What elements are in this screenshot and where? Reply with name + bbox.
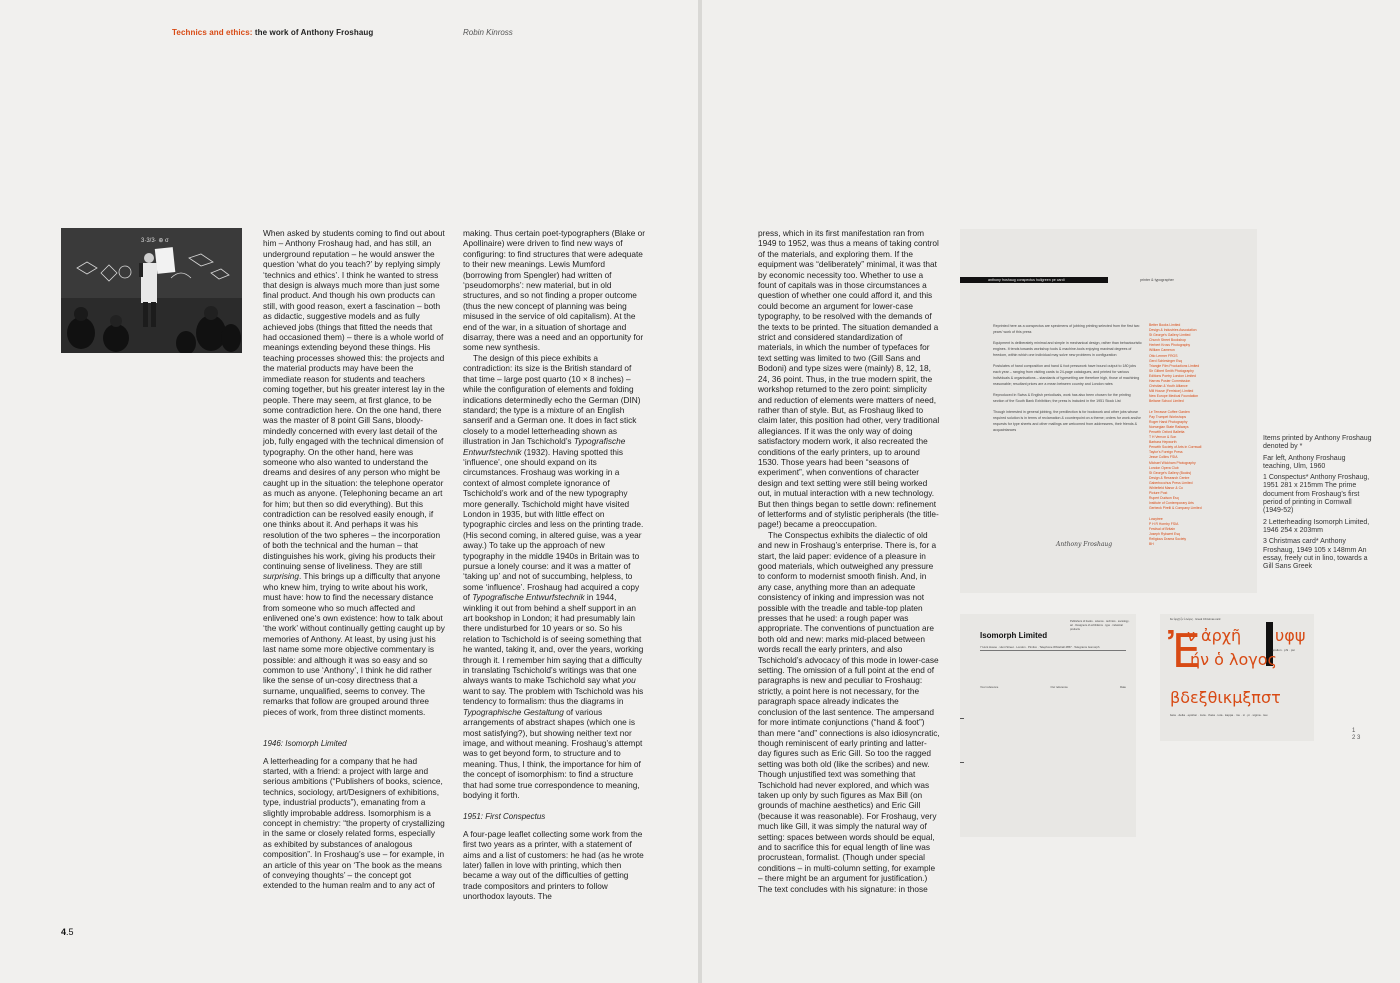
col2-para2-em1: Typografische Entwurfstechnik — [463, 436, 626, 457]
client-list-item: Gerbeck Pirelli & Company Limited — [1149, 506, 1202, 511]
isomorph-letterheading-plate — [960, 614, 1136, 837]
client-list-item: Michael Wickham Photography — [1149, 460, 1196, 465]
client-list-item: William Cameron — [1149, 348, 1175, 353]
client-list-item: Church Street Bookshop — [1149, 338, 1186, 343]
client-list-item: T H Vernon & Son — [1149, 435, 1177, 440]
client-list-item: Institute of Contemporary Arts — [1149, 501, 1194, 506]
card-side-text: upsilon · phi · psi — [1272, 648, 1295, 652]
conspectus-para5: Though interested in general jobbing, the predilection is for bookwork and other jobs whose required solution is in terms of reclamation & counterpoint on a theme; orders for work and/or requests for type sheets and other mailings are welcomed from addressees, their friends & acquaintances — [993, 410, 1141, 432]
col2-para3: A four-page leaflet collecting some work from the first two years as a printer, with a statement of aims and a list of customers: he had (as he wrote later) fallen in love with printing, which then became a way out of the difficulties of getting trade compositors and printers to follow unorthodox layouts. The — [463, 828, 644, 902]
col2-para2-em3: you — [622, 675, 636, 686]
isomorph-title: Isomorph Limited — [980, 631, 1048, 640]
col1-para1-emphasis: surprising — [263, 571, 299, 582]
caption-item-1: 1 Conspectus* Anthony Froshaug, 1951 281 x 215mm The prime document from Froshaug’s first period of printing in Cornwall (1949-52) — [1263, 474, 1370, 515]
conspectus-para4: Reproduced in Swiss & English periodicals, work has also been chosen for the printing section of the South Bank Exhibition; the press is included in the 1951 Stock List — [993, 393, 1131, 403]
running-head-title: the work of Anthony Froshaug — [252, 28, 374, 37]
client-list-item: Lowytree — [1149, 516, 1163, 521]
client-list-item: Festival of Britain — [1149, 526, 1176, 531]
conspectus-bar-text: anthony froshaug conspectus hullgreen pe cardi — [988, 278, 1065, 282]
left-page — [0, 0, 698, 983]
figure-caption — [1263, 435, 1373, 574]
col3-para2: The Conspectus exhibits the dialectic of old and new in Froshaug’s enterprise. There is, for a start, the laid paper: evidence of a pleasure in good materials, which outweighed any pressure to conform to modernist smooth finish. And, in any case, anything more than an adequate consistency of inking and impression was not possible with the treadle and table-top platen presses that he used: a rough paper was appropriate. The conventions of punctuation are both old and new: marks mid-placed between words recall the early printers, and also Tschichold’s advocacy of this mode in lower-case setting. The omission of a full point at the end of paragraphs is new and peculiar to Froshaug: strictly, a point here is not necessary, for the paragraph space already indicates the conclusion of the last sentence. The ampersand for more intimate conjunctions (“hand & foot”) than mere “and” connections is also idiosyncratic, though reminiscent of early printing and latter-day figures such as Eric Gill. So too the ragged setting was both old (like the scribes) and new. Though unjustified text was something that Tschichold had never explored, and which was taken up only by such figures as Max Bill (on grounds of machine aesthetics) and Eric Gill (because it was reasonable). For Froshaug, very much like Gill, it was simply the natural way of setting: spaces between words should be equal, and to sacrifice this for equal length of line was procrustean, formalist. (Though under special conditions – in multi-column setting, for example – there might be an argument for justification.) The text concludes with his signature: in those — [758, 529, 940, 894]
client-list-item: Otto Lermer FRGS — [1149, 353, 1178, 358]
folio-bold: 4 — [61, 927, 67, 937]
conspectus-plate — [960, 229, 1257, 593]
running-head — [172, 28, 373, 37]
running-head-accent: Technics and ethics: — [172, 28, 253, 37]
client-list-item: Gaberbocchus Press Limited — [1149, 480, 1193, 485]
christmas-card-plate — [1160, 614, 1314, 741]
caption-intro: Items printed by Anthony Froshaug denoted by * — [1263, 435, 1372, 451]
client-list-item: Religious Drama Society — [1149, 536, 1187, 541]
right-page — [702, 0, 1400, 983]
plate-number-bottom: 2 3 — [1352, 735, 1361, 741]
isomorph-rule — [980, 650, 1126, 651]
caption-item-3: 3 Christmas card* Anthony Froshaug, 1949 105 x 148mm An essay, freely cut in lino, towards a Gill Sans Greek — [1263, 538, 1368, 571]
client-list-item: Design & Research Centre — [1149, 475, 1190, 480]
client-list-item: Editions Poetry London Limited — [1149, 373, 1196, 378]
isomorph-meta: Publishers of books · science · technics · sociology · art · Designers of exhibitions · type · industrial products — [1070, 620, 1131, 631]
plate-number-top: 1 — [1352, 728, 1356, 734]
col2-para2b: (1932). Having spotted this ‘influence’, one should expand on its circumstances. Froshaug was working in a context of almost complete ignorance of Tschichold’s work and of the new typography more generally. Tschichold might have visited London in 1935, but with little effect on typographic circles and less on the printing trade. (His second coming, in altered guise, was a year away.) To take up the approach of new typography in the middle 1940s in Britain was to pursue a lonely course: and it was a matter of ‘taking up’ and not of succumbing, helpless, to some ‘influence’. Froshaug had acquired a copy of — [463, 446, 644, 603]
card-line1b: υφψ — [1275, 626, 1306, 645]
client-list-item: Christian & Youth Alliance — [1149, 384, 1188, 389]
conspectus-para3: Postulates of hand composition and hand & foot presswork have bound output to 180 jobs each year – ranging from visiting cards to 24-page catalogues, and printed for various individuals & organisations – standards of typesetting are therefore high, those of machining reasonable; resultant prices are a mean between country and London rates — [993, 364, 1140, 386]
caption-far-left: Far left, Anthony Froshaug teaching, Ulm, 1960 — [1263, 454, 1346, 470]
col3-para1: press, which in its first manifestation ran from 1949 to 1952, was thus a means of taking control of the materials, and exploring them. If the equipment was “deliberately” minimal, it was that by economic necessity too. Whether to use a fount of capitals was in those circumstances a question of whether one could afford it, and this could become an argument for lower-case typography, to be resolved with the demands of the texts to be printed. The situation demanded a strict and considered standardization of materials, in which the number of typefaces for text setting was limited to two (Gill Sans and Bodoni) and type sizes were (mainly) 8, 12, 18, 24, 36 point. Thus, in the true modern spirit, the workshop returned to the zero point: simplicity and reduction of elements were matters of need, rather than of style. But, as Froshaug liked to claim later, this position had other, very traditional allegiances. If it was the only way of doing satisfactory modern work, it also recreated the conditions of the early printers, up to around 1530. Those years had been “seasons of experiment”, when conventions of character design and text setting were still being worked out, in mutual interaction with a new technology. But then things began to settle down: refinement of letterforms and of stylistic peripherals (the title-page!) became a preoccupation. — [758, 228, 940, 530]
section-heading-conspectus: 1951: First Conspectus — [463, 812, 546, 822]
conspectus-signature: Anthony Froshaug — [1056, 541, 1113, 548]
col1-para1-end: . This brings up a difficulty that anyone who knew him, trying to write about his work, must have: how to find the necessary distance from someone who so much affected and enlivened one’s own existence: how to talk about ‘the work’ without continually getting caught up by memories of Anthony. At least, by using just his last name some more objective commentary is possible: and although it was so easy and so common to use ‘Anthony’, I think he did rather like the sense of un-cosy directness that a surname, unqualified, seems to convey. The remarks that follow are grouped around three pieces of work, from three distinct moments. — [263, 571, 445, 717]
isomorph-field-1: Your reference — [980, 685, 999, 689]
teaching-photo-illustration — [61, 228, 242, 353]
col1-para2: A letterheading for a company that he had started, with a friend: a project with large and serious ambitions (“Publishers of books, science, technics, sociology, art/Designers of exhibitions, type, industrial products”), emanating from a slightly improbable address. Isomorphism is a concept in chemistry: “the property of crystallizing in the same or closely related forms, especially as exhibited by substances of analogous composition”. In Froshaug’s use – for example, in an article of this year on ‘The book as the means of conveying thoughts’ – the concept got extended to the human realm and to any act of — [263, 755, 445, 891]
client-list-item: Triangle Film Productions Limited — [1149, 363, 1200, 368]
client-list-item: Gerd Schlesinger Esq — [1149, 358, 1182, 363]
conspectus-bar-right: printer & typographer — [1140, 278, 1174, 282]
col2-para2a: The design of this piece exhibits a contradiction: its size is the British standard of that time – large post quarto (10 × 8 inches) – while the configuration of elements and folding indications determinedly echo the German (DIN) standard; the type is a mixture of an English sanserif and a German one. It does in fact stick closely to a model letterheading shown as illustration in Jan Tschichold’s — [463, 352, 641, 447]
plate-numbers — [1352, 728, 1360, 742]
client-list-item: Jesse Collins FSIA — [1149, 455, 1178, 460]
client-list-item: P H R Hornby FSIA — [1149, 521, 1179, 526]
client-list-item: London Opera Club — [1149, 465, 1179, 470]
client-list-item: BH — [1149, 542, 1154, 547]
author-name: Robin Kinross — [463, 28, 513, 37]
client-list-item: Herbert Kross Photography — [1149, 343, 1191, 348]
conspectus-para2: Equipment is deliberately minimal and simple in mechanical design, rather than behaviouristic engines. It tends towards workshop tools & machine-tools enjoying maximal degrees of freedom, within which one individual may solve new problems in configuration — [993, 341, 1142, 357]
conspectus-para1: Reprinted here as a conspectus are specimens of jobbing printing selected from the first two years’ work of this press — [993, 324, 1140, 334]
col2-para2e: of various arrangements of abstract shapes (which one is most satisfying?), but showing neither text nor image, and without meaning. Froshaug’s attempt was to get beyond form, to structure and to meaning. Thus, I think, the importance for him of the concept of isomorphism: to find a structure that had some true correspondence to meaning, bodying it forth. — [463, 706, 643, 800]
client-list-item: Penwith Oxford Balletta — [1149, 429, 1185, 434]
client-list-item: St George’s Gallery Limited — [1149, 333, 1191, 338]
text-column-2 — [463, 228, 646, 902]
section-heading-isomorph: 1946: Isomorph Limited — [263, 739, 347, 749]
page-folio — [61, 927, 74, 937]
client-list-item: Taylor’s Foreign Press — [1149, 450, 1183, 455]
col2-para2c: in 1944, winkling it out from behind a shelf support in an art bookshop in London; it had presumably lain there undisturbed for 10 years or so. So his relation to Tschichold is of seeing something that he wanted, taking it, and, over the years, working through it. I remember him saying that a difficulty in translating Tschichold’s writings was that one always wants to make Tschichold say what — [463, 592, 644, 686]
card-large-epsilon: Ἐ — [1168, 624, 1201, 678]
client-list-item: Roger Hand Photography — [1149, 419, 1188, 424]
teaching-photo — [61, 228, 242, 353]
client-list-item: Sir Gilbert Smith Photography — [1149, 368, 1194, 373]
isomorph-fields — [980, 684, 1126, 690]
conspectus-bar — [960, 277, 1108, 283]
client-list-item: Harrow Poster Commission — [1149, 379, 1191, 384]
text-column-1 — [263, 228, 445, 891]
card-line2: ήν ὁ λογος — [1190, 650, 1277, 669]
client-list-item: Picture Post — [1149, 491, 1168, 496]
client-list-item: Joseph Rykwert Esq — [1149, 531, 1180, 536]
fold-mark-2 — [960, 762, 964, 763]
chalk-writing: 3·3/3· ⊕ σ — [141, 238, 169, 244]
client-list-item: Norwegian State Railways — [1149, 424, 1189, 429]
client-list-item: Le Terrasse Coffee Garden — [1149, 409, 1190, 414]
card-line4: beta · delta · epsilon · zeta · theta · iota · kappa · mu · xi · pi · sigma · tau — [1170, 713, 1268, 717]
client-list-item: Beltane School Limited — [1149, 399, 1184, 404]
col2-para2-em2: Typografische Entwurfstechnik — [472, 592, 585, 603]
col1-para1: When asked by students coming to find out about him – Anthony Froshaug had, and has still, an underground reputation – he would answer the question ‘what do you teach?’ by replying simply ‘technics and ethics’. I think he wanted to stress that design is always much more than just some final product. And though his own products can still, with good reason, exert a fascination – both as didactic, suggestive models and as fully achieved jobs (things that fitted the needs that had occasioned them) – there is a whole world of meanings extending beyond these things. His teaching processes showed this: the projects and the material products may have been the immediate reason for students and teachers coming together, but his greater interest lay in the people. There may seem, at first glance, to be some contradiction here. On the one hand, there was the master of 8 point Gill Sans, bloody-mindedly concerned with every last detail of the job, fully engaged with the technical dimension of typography. On the other hand, here was someone who also wanted to understand the dreams and desires of any person who might be caught up in the situation: the telephone operator as much as anyone. (Telephoning became an art for him; but then so did everything). But this contradiction can be resolved easily enough, if one thinks about it. And perhaps it was his resolution of the two spheres – the incorporation of both the technical and the human – that distinguishes his work, giving his products their continuing sense of liveliness. They are still — [263, 228, 445, 571]
card-line1a: ν ἀρχῆ — [1187, 626, 1242, 645]
client-list-item: Design & Industries Association — [1149, 328, 1197, 333]
folio-rest: .5 — [66, 927, 74, 937]
client-list-item: Whitefield Manor & Co — [1149, 486, 1183, 490]
client-list-item: Mill House (Ferriston) Limited — [1149, 389, 1194, 394]
client-list-item: Better Books Limited — [1149, 323, 1181, 327]
client-list-item: New Europe Medical Foundation — [1149, 394, 1199, 399]
text-column-3 — [758, 228, 940, 894]
isomorph-field-3: Date — [1120, 685, 1126, 689]
caption-item-2: 2 Letterheading Isomorph Limited, 1946 254 x 203mm — [1263, 518, 1370, 534]
conspectus-client-list — [1149, 323, 1249, 547]
col2-para2d: want to say. The problem with Tschichold was his tendency to formalism: thus the diagrams in — [463, 685, 644, 707]
client-list-item: Pay Trumpet Workshops — [1149, 414, 1187, 419]
col2-para2-em4: Typographische Gestaltung — [463, 706, 564, 717]
client-list-item: St George’s Gallery (Books) — [1149, 470, 1192, 475]
client-list-item: Rupert Dudson Esq — [1149, 496, 1179, 501]
conspectus-text — [993, 323, 1143, 438]
client-list-item: Penwith Society of Arts in Cornwall — [1149, 445, 1202, 450]
client-list-item: Barbara Hepworth — [1149, 440, 1177, 445]
card-line3: βδεξθικμξπστ — [1170, 688, 1281, 707]
isomorph-field-2: Our reference — [1050, 685, 1068, 689]
card-header: Ἐν ἀρχῇ ἦν ὁ λόγος · Greek Christmas card — [1170, 618, 1221, 621]
isomorph-subtitle: 7 Hunt House · Hunt Street · London · Pimlico · Telephone Whitehall 4857 · Telegrams Isomorph — [980, 645, 1100, 649]
col2-para1: making. Thus certain poet-typographers (Blake or Apollinaire) were driven to find new ways of configuring: to find structures that were adequate to their new meanings. Lewis Mumford (borrowing from Spengler) had written of ‘pseudomorphs’: new material, but in old structures, and so not finding a proper outcome (thus the new concept of planning was being misused in the service of old capitalism). At the end of the war, in a situation of shortage and disarray, there was a need and an opportunity for some new synthesis. — [463, 228, 646, 353]
fold-mark-1 — [960, 718, 964, 719]
